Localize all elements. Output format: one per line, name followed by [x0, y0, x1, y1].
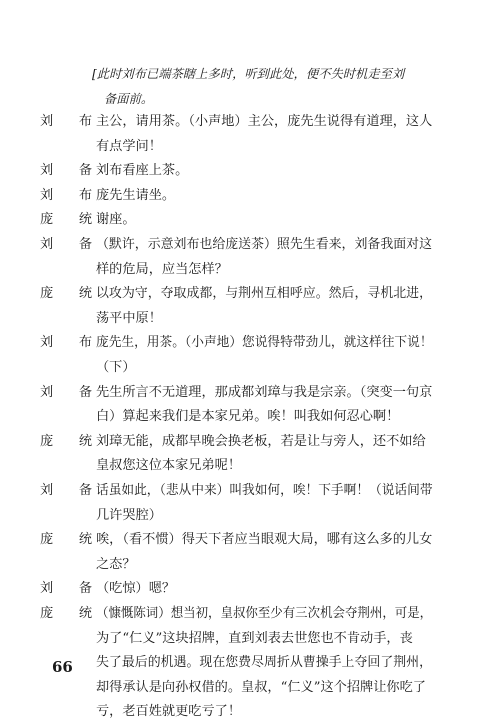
speaker-char: 刘: [40, 114, 54, 129]
dialogue-entry: [40, 233, 432, 282]
speaker-char: 刘: [40, 483, 54, 498]
speaker-char: 刘: [40, 384, 54, 400]
speaker-char: 庞: [40, 433, 54, 449]
dialogue-text: [96, 282, 432, 331]
dialogue-entry: [40, 602, 432, 725]
speaker-char: 统: [78, 433, 92, 449]
dialogue-entry: [40, 479, 432, 528]
dialogue-line: 皇叔您这位本家兄弟呢！: [96, 458, 242, 474]
speaker-name: [40, 430, 92, 455]
dialogue-line: 庞先生，用茶。（小声地）您说得特带劲儿，就这样往下说！: [96, 335, 433, 351]
dialogue-text: [96, 528, 432, 577]
dialogue-entry: [40, 577, 432, 602]
speaker-char: 备: [78, 483, 92, 498]
speaker-name: [40, 184, 92, 209]
speaker-char: 刘: [40, 335, 54, 351]
dialogue-entry: [40, 282, 432, 331]
dialogue-line: 却得承认是向孙权借的。皇叔，“仁义”这个招牌让你吃了: [96, 679, 426, 695]
speaker-name: [40, 528, 92, 553]
stage-direction-line-1: [此时刘布已端茶瞎上多时，听到此处，便不失时机走至刘: [92, 67, 405, 81]
dialogue-entry: [40, 208, 432, 233]
speaker-name: [40, 602, 92, 627]
speaker-name: [40, 110, 92, 135]
page-number: 66: [52, 658, 73, 676]
speaker-char: 统: [78, 212, 92, 228]
speaker-char: 统: [78, 606, 92, 621]
speaker-char: 庞: [40, 286, 54, 302]
speaker-char: 统: [78, 286, 92, 302]
speaker-char: 刘: [40, 163, 54, 179]
dialogue-entry: [40, 184, 432, 209]
dialogue-line: 样的危局，应当怎样？: [96, 261, 228, 277]
dialogue-line: 主公，请用茶。（小声地）主公，庞先生说得有道理，这人: [96, 114, 433, 129]
dialogue-line: （默许，示意刘布也给庞送茶）照先生看来，刘备我面对这: [96, 237, 433, 252]
dialogue-line: （下）: [96, 359, 136, 375]
dialogue-text: [96, 577, 432, 602]
dialogue-line: 谢座。: [96, 212, 136, 228]
speaker-name: [40, 577, 92, 602]
dialogue-text: [96, 110, 432, 159]
dialogue-line: 以攻为守，夺取成都，与荆州互相呼应。然后，寻机北进，: [96, 286, 433, 302]
dialogue-line: 白）算起来我们是本家兄弟。唉！叫我如何忍心啊！: [96, 409, 400, 425]
dialogue-line: 亏，老百姓就更吃亏了！: [96, 704, 242, 720]
dialogue-text: [96, 602, 432, 725]
speaker-name: [40, 331, 92, 356]
dialogue-line: 唉，（看不惯）得天下者应当眼观大局，哪有这么多的儿女: [96, 532, 433, 548]
speaker-name: [40, 479, 92, 504]
dialogue-text: [96, 184, 432, 209]
speaker-char: 布: [78, 114, 92, 129]
dialogue-entry: [40, 331, 432, 380]
dialogue-text: [96, 430, 432, 479]
dialogue-text: [96, 479, 432, 528]
stage-direction-line-2: 备面前。: [104, 92, 154, 106]
dialogue-line: 话虽如此，（悲从中来）叫我如何，唉！下手啊！（说话间带: [96, 483, 433, 498]
speaker-name: [40, 233, 92, 258]
speaker-char: 布: [78, 187, 92, 203]
dialogue-line: 有点学问！: [96, 138, 162, 154]
dialogue-line: （慷慨陈词）想当初，皇叔你至少有三次机会夺荆州，可是，: [96, 606, 433, 621]
dialogue-line: 刘璋无能，成都早晚会换老板，若是让与旁人，还不如给: [96, 433, 426, 449]
speaker-char: 统: [78, 532, 92, 548]
dialogue-text: [96, 331, 432, 380]
dialogue-line: 失了最后的机遇。现在您费尽周折从曹操手上夺回了荆州，: [96, 655, 433, 671]
speaker-char: 庞: [40, 212, 54, 228]
dialogue-text: [96, 208, 432, 233]
dialogue-line: 庞先生请坐。: [96, 187, 176, 203]
dialogue-line: （吃惊）嗯？: [96, 581, 176, 597]
dialogue-entry: [40, 159, 432, 184]
speaker-char: 备: [78, 384, 92, 400]
speaker-char: 备: [78, 163, 92, 179]
dialogue-entry: [40, 110, 432, 159]
dialogue-text: [96, 233, 432, 282]
speaker-char: 备: [78, 581, 92, 597]
speaker-char: 布: [78, 335, 92, 351]
speaker-char: 刘: [40, 237, 54, 252]
speaker-name: [40, 159, 92, 184]
speaker-name: [40, 381, 92, 406]
dialogue-line: 之态？: [96, 556, 136, 572]
speaker-name: [40, 208, 92, 233]
dialogue-line: 刘布看座上茶。: [96, 163, 189, 179]
dialogue-line: 为了“仁义”这块招牌，直到刘表去世您也不肯动手，丧: [96, 630, 413, 646]
dialogue-line: 先生所言不无道理，那成都刘璋与我是宗亲。（突变一句京: [96, 384, 433, 400]
dialogue-entry: [40, 430, 432, 479]
dialogue-line: 几许哭腔）: [96, 507, 162, 523]
speaker-char: 刘: [40, 581, 54, 597]
speaker-char: 庞: [40, 532, 54, 548]
dialogue-entry: [40, 381, 432, 430]
dialogue-text: [96, 159, 432, 184]
dialogue-text: [96, 381, 432, 430]
dialogue-line: 荡平中原！: [96, 310, 162, 326]
speaker-char: 刘: [40, 187, 54, 203]
speaker-char: 庞: [40, 606, 54, 621]
speaker-char: 备: [78, 237, 92, 252]
speaker-name: [40, 282, 92, 307]
dialogue-entry: [40, 528, 432, 577]
